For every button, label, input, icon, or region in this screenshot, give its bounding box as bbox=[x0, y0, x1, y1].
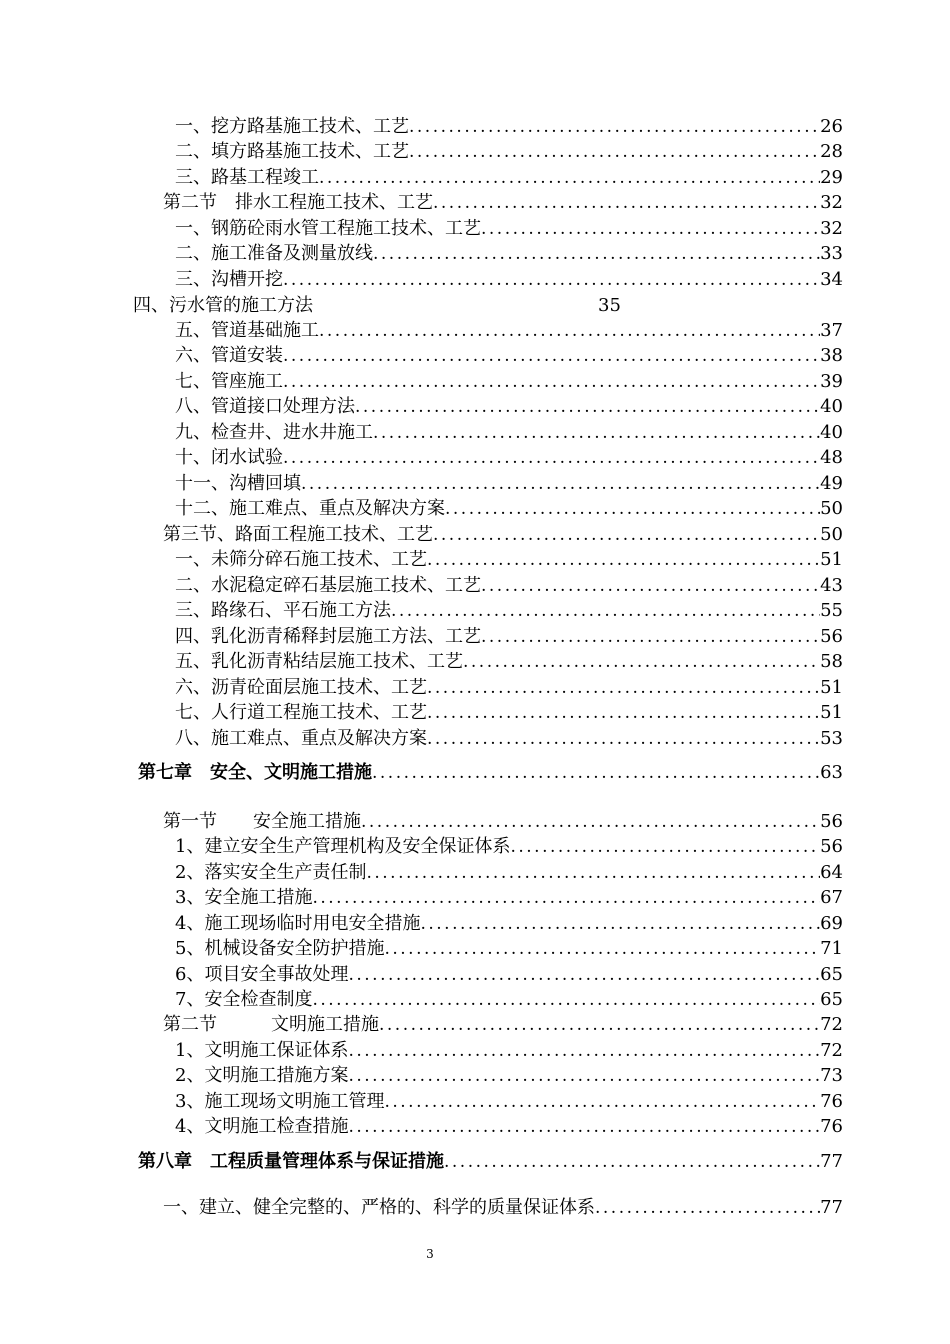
toc-leader-dots bbox=[391, 599, 820, 623]
toc-leader-dots bbox=[348, 963, 820, 987]
toc-section-entry[interactable] bbox=[163, 191, 843, 215]
toc-entry-title: 三、路基工程竣工 bbox=[175, 167, 319, 188]
toc-entry[interactable] bbox=[175, 650, 843, 674]
toc-entry[interactable] bbox=[175, 242, 843, 266]
toc-entry-page: 58 bbox=[820, 651, 843, 672]
toc-leader-dots bbox=[510, 835, 820, 859]
toc-entry-page: 53 bbox=[820, 728, 843, 749]
toc-entry-title: 4、文明施工检查措施 bbox=[175, 1116, 349, 1137]
toc-entry-page: 51 bbox=[820, 549, 843, 570]
toc-entry-title: 5、机械设备安全防护措施 bbox=[175, 938, 385, 959]
toc-entry-title: 十二、施工难点、重点及解决方案 bbox=[175, 498, 445, 519]
toc-entry-title: 6、项目安全事故处理 bbox=[175, 964, 349, 985]
toc-entry-title: 2、文明施工措施方案 bbox=[175, 1065, 349, 1086]
toc-leader-dots bbox=[595, 1196, 820, 1220]
toc-leader-dots bbox=[355, 395, 820, 419]
toc-chapter-title: 第七章 安全、文明施工措施 bbox=[138, 762, 372, 783]
toc-entry[interactable] bbox=[175, 472, 843, 496]
toc-entry[interactable] bbox=[163, 1196, 843, 1220]
toc-chapter-entry[interactable] bbox=[138, 761, 843, 785]
toc-entry-title: 一、未筛分碎石施工技术、工艺 bbox=[175, 549, 427, 570]
toc-entry[interactable] bbox=[175, 1115, 843, 1139]
toc-leader-dots bbox=[481, 574, 820, 598]
toc-entry[interactable] bbox=[175, 446, 843, 470]
toc-entry-page: 32 bbox=[820, 192, 843, 213]
toc-entry-page: 56 bbox=[820, 811, 843, 832]
toc-entry-page: 35 bbox=[598, 295, 621, 316]
toc-entry-title: 五、乳化沥青粘结层施工技术、工艺 bbox=[175, 651, 463, 672]
toc-entry-page: 76 bbox=[820, 1116, 843, 1137]
toc-chapter-title: 第八章 工程质量管理体系与保证措施 bbox=[138, 1151, 444, 1172]
toc-leader-dots bbox=[481, 625, 820, 649]
toc-entry-page: 77 bbox=[820, 1197, 843, 1218]
toc-entry-page: 51 bbox=[820, 702, 843, 723]
toc-leader-dots bbox=[427, 676, 820, 700]
toc-entry-title: 一、钢筋砼雨水管工程施工技术、工艺 bbox=[175, 218, 481, 239]
toc-leader-dots bbox=[319, 166, 820, 190]
toc-entry-page: 40 bbox=[820, 396, 843, 417]
toc-leader-dots bbox=[366, 861, 820, 885]
toc-entry[interactable] bbox=[175, 625, 843, 649]
toc-entry-title: 三、路缘石、平石施工方法 bbox=[175, 600, 391, 621]
toc-entry[interactable] bbox=[175, 886, 843, 910]
toc-entry-page: 33 bbox=[820, 243, 843, 264]
toc-entry-title: 二、填方路基施工技术、工艺 bbox=[175, 141, 409, 162]
toc-section-entry[interactable] bbox=[163, 1013, 843, 1037]
toc-section-entry[interactable] bbox=[163, 810, 843, 834]
toc-entry[interactable] bbox=[175, 166, 843, 190]
toc-entry-title: 七、人行道工程施工技术、工艺 bbox=[175, 702, 427, 723]
toc-entry-page: 39 bbox=[820, 371, 843, 392]
toc-entry[interactable] bbox=[133, 294, 633, 318]
toc-entry-page: 69 bbox=[820, 913, 843, 934]
toc-leader-dots bbox=[481, 217, 820, 241]
toc-entry[interactable] bbox=[175, 727, 843, 751]
toc-entry-title: 四、污水管的施工方法 bbox=[133, 295, 313, 316]
toc-leader-dots bbox=[427, 727, 820, 751]
toc-leader-dots bbox=[283, 268, 820, 292]
toc-entry-page: 73 bbox=[820, 1065, 843, 1086]
toc-entry[interactable] bbox=[175, 676, 843, 700]
toc-entry-page: 49 bbox=[820, 473, 843, 494]
toc-entry-page: 65 bbox=[820, 964, 843, 985]
toc-leader-dots bbox=[283, 370, 820, 394]
toc-leader-dots bbox=[301, 472, 820, 496]
toc-entry-page: 67 bbox=[820, 887, 843, 908]
toc-leader-dots bbox=[420, 912, 820, 936]
toc-entry-title: 九、检查井、进水井施工 bbox=[175, 422, 373, 443]
toc-entry[interactable] bbox=[175, 861, 843, 885]
toc-entry-title: 2、落实安全生产责任制 bbox=[175, 862, 367, 883]
toc-entry-page: 56 bbox=[820, 626, 843, 647]
toc-entry-title: 第二节 文明施工措施 bbox=[163, 1014, 379, 1035]
toc-entry-page: 72 bbox=[820, 1040, 843, 1061]
toc-entry-page: 32 bbox=[820, 218, 843, 239]
toc-entry-title: 六、管道安装 bbox=[175, 345, 283, 366]
toc-entry-title: 第二节 排水工程施工技术、工艺 bbox=[163, 192, 433, 213]
toc-entry[interactable] bbox=[175, 421, 843, 445]
toc-entry-title: 第三节、路面工程施工技术、工艺 bbox=[163, 524, 433, 545]
toc-entry-page: 56 bbox=[820, 836, 843, 857]
toc-leader-dots bbox=[312, 988, 820, 1012]
toc-entry-title: 一、建立、健全完整的、严格的、科学的质量保证体系 bbox=[163, 1197, 595, 1218]
toc-entry[interactable] bbox=[175, 370, 843, 394]
toc-leader-dots bbox=[384, 1090, 820, 1114]
toc-leader-dots bbox=[312, 886, 820, 910]
toc-entry-page: 26 bbox=[820, 116, 843, 137]
toc-entry[interactable] bbox=[175, 395, 843, 419]
toc-entry[interactable] bbox=[175, 319, 843, 343]
toc-entry[interactable] bbox=[175, 1064, 843, 1088]
toc-leader-dots bbox=[319, 319, 820, 343]
toc-section-entry[interactable] bbox=[163, 523, 843, 547]
toc-entry-title: 八、施工难点、重点及解决方案 bbox=[175, 728, 427, 749]
toc-entry-title: 三、沟槽开挖 bbox=[175, 269, 283, 290]
toc-leader-dots bbox=[283, 446, 820, 470]
toc-leader-dots bbox=[283, 344, 820, 368]
toc-entry-title: 一、挖方路基施工技术、工艺 bbox=[175, 116, 409, 137]
toc-entry[interactable] bbox=[175, 548, 843, 572]
toc-entry[interactable] bbox=[175, 835, 843, 859]
toc-leader-dots bbox=[409, 140, 820, 164]
toc-leader-dots bbox=[384, 937, 820, 961]
toc-entry-page: 28 bbox=[820, 141, 843, 162]
toc-entry-page: 72 bbox=[820, 1014, 843, 1035]
toc-entry-title: 第一节 安全施工措施 bbox=[163, 811, 361, 832]
toc-entry-page: 50 bbox=[820, 524, 843, 545]
toc-entry-title: 七、管座施工 bbox=[175, 371, 283, 392]
toc-leader-dots bbox=[348, 1039, 820, 1063]
toc-entry-title: 六、沥青砼面层施工技术、工艺 bbox=[175, 677, 427, 698]
toc-entry-title: 二、水泥稳定碎石基层施工技术、工艺 bbox=[175, 575, 481, 596]
toc-leader-dots bbox=[379, 1013, 820, 1037]
toc-entry[interactable] bbox=[175, 701, 843, 725]
toc-entry-page: 55 bbox=[820, 600, 843, 621]
toc-entry-page: 65 bbox=[820, 989, 843, 1010]
toc-leader-dots bbox=[373, 242, 820, 266]
toc-entry-page: 43 bbox=[820, 575, 843, 596]
toc-entry-page: 38 bbox=[820, 345, 843, 366]
toc-chapter-entry[interactable] bbox=[138, 1150, 843, 1174]
toc-entry-title: 3、安全施工措施 bbox=[175, 887, 313, 908]
toc-entry-title: 十、闭水试验 bbox=[175, 447, 283, 468]
toc-entry-title: 7、安全检查制度 bbox=[175, 989, 313, 1010]
toc-entry-page: 29 bbox=[820, 167, 843, 188]
toc-entry[interactable] bbox=[175, 937, 843, 961]
toc-entry-title: 四、乳化沥青稀释封层施工方法、工艺 bbox=[175, 626, 481, 647]
toc-entry-title: 二、施工准备及测量放线 bbox=[175, 243, 373, 264]
toc-leader-dots bbox=[361, 810, 820, 834]
toc-entry-title: 3、施工现场文明施工管理 bbox=[175, 1091, 385, 1112]
toc-entry[interactable] bbox=[175, 1090, 843, 1114]
toc-leader-dots bbox=[409, 115, 820, 139]
toc-leader-dots bbox=[427, 701, 820, 725]
toc-entry-page: 71 bbox=[820, 938, 843, 959]
toc-entry-title: 八、管道接口处理方法 bbox=[175, 396, 355, 417]
toc-entry-page: 37 bbox=[820, 320, 843, 341]
toc-leader-dots bbox=[373, 421, 820, 445]
toc-leader-dots bbox=[372, 761, 820, 785]
toc-entry[interactable] bbox=[175, 963, 843, 987]
toc-entry[interactable] bbox=[175, 1039, 843, 1063]
toc-entry[interactable] bbox=[175, 497, 843, 521]
page-number: 3 bbox=[426, 1247, 434, 1261]
toc-entry-title: 4、施工现场临时用电安全措施 bbox=[175, 913, 421, 934]
toc-entry[interactable] bbox=[175, 574, 843, 598]
toc-leader-dots bbox=[444, 1150, 820, 1174]
toc-entry[interactable] bbox=[175, 988, 843, 1012]
toc-entry[interactable] bbox=[175, 140, 843, 164]
toc-entry-page: 40 bbox=[820, 422, 843, 443]
toc-entry[interactable] bbox=[175, 217, 843, 241]
toc-entry[interactable] bbox=[175, 599, 843, 623]
toc-leader-dots bbox=[348, 1064, 820, 1088]
toc-entry-page: 77 bbox=[820, 1151, 843, 1172]
toc-entry-title: 1、建立安全生产管理机构及安全保证体系 bbox=[175, 836, 511, 857]
toc-entry[interactable] bbox=[175, 912, 843, 936]
toc-entry-page: 76 bbox=[820, 1091, 843, 1112]
toc-entry-title: 五、管道基础施工 bbox=[175, 320, 319, 341]
toc-leader-dots bbox=[348, 1115, 820, 1139]
toc-entry-page: 34 bbox=[820, 269, 843, 290]
toc-leader-dots bbox=[433, 523, 820, 547]
toc-entry-title: 1、文明施工保证体系 bbox=[175, 1040, 349, 1061]
toc-leader-dots bbox=[427, 548, 820, 572]
toc-entry-title: 十一、沟槽回填 bbox=[175, 473, 301, 494]
toc-entry-page: 48 bbox=[820, 447, 843, 468]
toc-leader-dots bbox=[433, 191, 820, 215]
toc-leader-dots bbox=[445, 497, 820, 521]
toc-entry[interactable] bbox=[175, 344, 843, 368]
toc-entry-page: 50 bbox=[820, 498, 843, 519]
toc-leader-dots bbox=[463, 650, 820, 674]
toc-entry-page: 64 bbox=[820, 862, 843, 883]
toc-entry-page: 63 bbox=[820, 762, 843, 783]
toc-entry-page: 51 bbox=[820, 677, 843, 698]
toc-entry[interactable] bbox=[175, 115, 843, 139]
toc-entry[interactable] bbox=[175, 268, 843, 292]
